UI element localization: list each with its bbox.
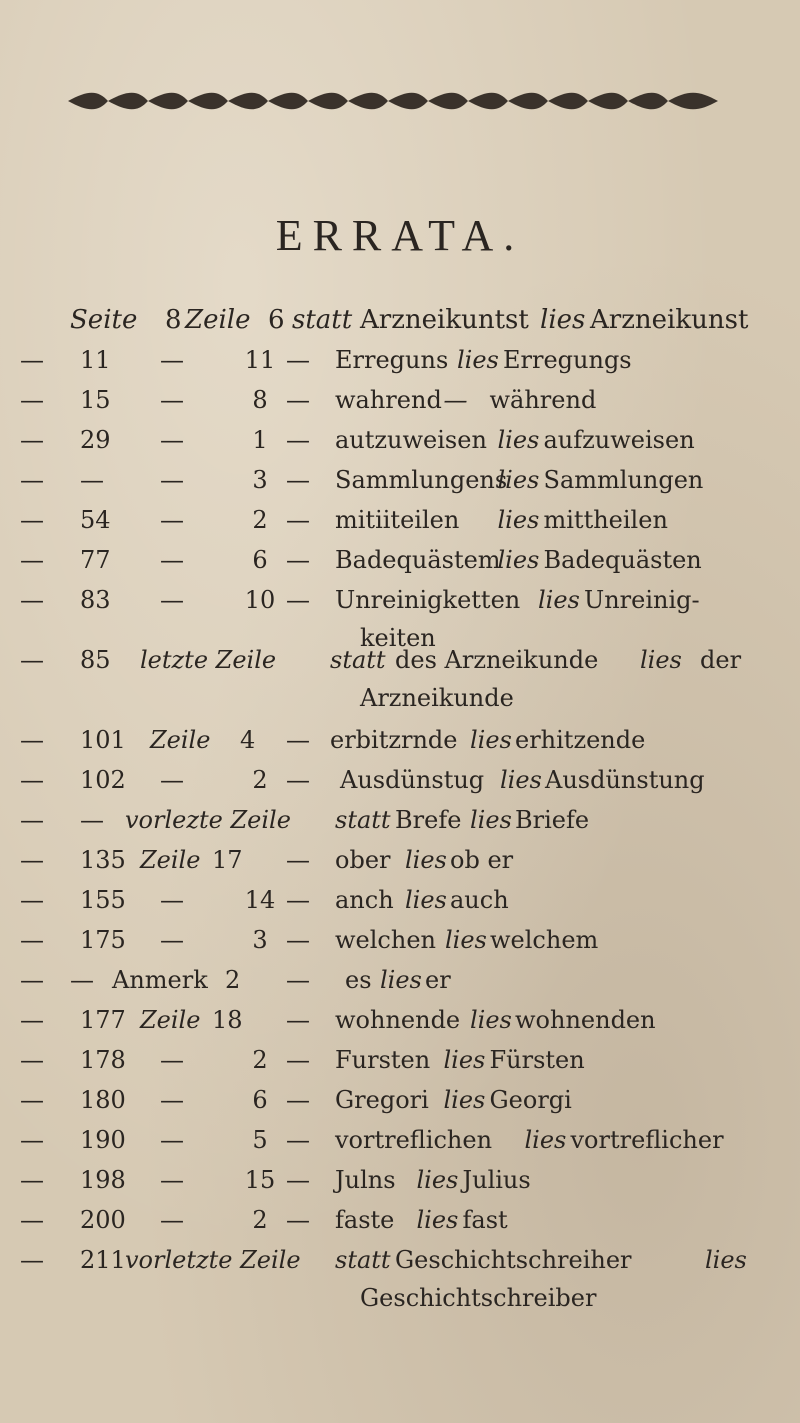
dash: — — [20, 1126, 44, 1154]
dash: — — [20, 1086, 44, 1114]
lies-label: lies — [497, 546, 540, 574]
page-ref: — — [80, 466, 104, 494]
errata-entry — [0, 1160, 800, 1200]
page-ref: 54 — [80, 506, 111, 534]
errata-entry — [0, 1200, 800, 1240]
errata-entry: — 102 — 2 — Ausdünstug lies Ausdünstung — [20, 766, 705, 794]
dash: — — [160, 1046, 184, 1074]
page-title: ERRATA. — [275, 211, 525, 260]
right-word: aufzuweisen — [543, 426, 695, 454]
seite-label: Seite — [70, 305, 138, 335]
dash: — — [20, 586, 44, 614]
page-ref: 178 — [80, 1046, 126, 1074]
line-number: 6 — [268, 305, 285, 335]
wrong-word: Julns — [335, 1166, 396, 1194]
wrong-word: vortreflichen — [335, 1126, 493, 1154]
wrong-word: Erreguns — [335, 346, 449, 374]
lies-label: — — [443, 386, 468, 414]
errata-entry: — 175 — 3 — welchen lies welchem — [20, 926, 599, 954]
errata-entry: — 101 Zeile 4 — erbitzrnde lies erhitzende — [20, 726, 646, 754]
line-ref: 2 — [252, 1206, 268, 1234]
decorative-border-ornament — [68, 90, 718, 112]
errata-entry — [0, 420, 800, 460]
dash: — — [20, 346, 44, 374]
page-number: 8 — [165, 305, 182, 335]
dash: — — [160, 466, 184, 494]
dash: — — [286, 346, 310, 374]
line-ref: 3 — [252, 466, 268, 494]
lies-label: lies — [497, 466, 540, 494]
errata-entry — [0, 340, 800, 380]
right-word: mittheilen — [543, 506, 668, 534]
errata-entry — [0, 540, 800, 580]
line-ref: 8 — [252, 386, 268, 414]
errata-entry: — 211 vorletzte Zeile statt Geschichtschreiher lies — [20, 1246, 747, 1274]
page-ref: 15 — [80, 386, 111, 414]
continuation-word: keiten — [360, 624, 436, 652]
page-ref: 77 — [80, 546, 111, 574]
lies-label: lies — [497, 426, 540, 454]
lies-label: lies — [538, 586, 580, 614]
wrong-word: Sammlungens — [335, 466, 508, 494]
line-ref: 5 — [252, 1126, 268, 1154]
wrong-word: autzuweisen — [335, 426, 487, 454]
dash: — — [20, 466, 44, 494]
dash: — — [286, 386, 310, 414]
zeile-label: Zeile — [185, 305, 251, 335]
dash: — — [286, 1086, 310, 1114]
errata-entry: — 177 Zeile 18 — wohnende lies wohnenden — [20, 1006, 656, 1034]
right-word: Unreinig- — [584, 586, 700, 614]
errata-entry — [0, 580, 800, 620]
page-ref: 180 — [80, 1086, 126, 1114]
right-word: während — [489, 386, 597, 414]
lies-label: lies — [497, 506, 540, 534]
page-ref: 198 — [80, 1166, 126, 1194]
dash: — — [286, 506, 310, 534]
dash: — — [160, 1206, 184, 1234]
errata-entry: — 85 letzte Zeile statt des Arzneikunde lies der — [20, 646, 742, 674]
errata-entry — [0, 1080, 800, 1120]
dash: — — [160, 1086, 184, 1114]
wrong-word: wahrend — [335, 386, 442, 414]
errata-header-row — [0, 300, 800, 340]
right-word: fast — [462, 1206, 508, 1234]
errata-entry — [0, 500, 800, 540]
dash: — — [160, 1126, 184, 1154]
wrong-word: Unreinigketten — [335, 586, 521, 614]
page-ref: 83 — [80, 586, 111, 614]
right-word: vortreflicher — [570, 1126, 724, 1154]
dash: — — [286, 1126, 310, 1154]
lies-label: lies — [416, 1166, 459, 1194]
line-ref: 6 — [252, 1086, 268, 1114]
line-ref: 1 — [252, 426, 268, 454]
lies-label: lies — [457, 346, 499, 374]
dash: — — [20, 1166, 44, 1194]
line-ref: 6 — [252, 546, 268, 574]
right-word: Julius — [462, 1166, 531, 1194]
dash: — — [286, 466, 310, 494]
dash: — — [286, 586, 310, 614]
wrong-word: Arzneikuntst — [360, 305, 529, 335]
dash: — — [160, 426, 184, 454]
wrong-word: faste — [335, 1206, 395, 1234]
lies-label: lies — [540, 305, 586, 335]
dash: — — [20, 1206, 44, 1234]
page-ref: 200 — [80, 1206, 126, 1234]
dash: — — [160, 346, 184, 374]
errata-entry: — — Anmerk 2 — es lies er — [20, 966, 451, 994]
errata-entry — [0, 460, 800, 500]
right-word: Erregungs — [503, 346, 632, 374]
dash: — — [160, 386, 184, 414]
dash: — — [20, 506, 44, 534]
page-ref: 11 — [80, 346, 111, 374]
dash: — — [286, 1206, 310, 1234]
wrong-word: Fursten — [335, 1046, 431, 1074]
wrong-word: Badequästem — [335, 546, 501, 574]
page-ref: 190 — [80, 1126, 126, 1154]
dash: — — [286, 426, 310, 454]
errata-entry: — 155 — 14 — anch lies auch — [20, 886, 509, 914]
dash: — — [20, 386, 44, 414]
page-ref: 29 — [80, 426, 111, 454]
line-ref: 10 — [244, 586, 276, 614]
errata-entry — [0, 1040, 800, 1080]
wrong-word: mitiiteilen — [335, 506, 460, 534]
errata-entry — [0, 380, 800, 420]
right-word: Sammlungen — [543, 466, 704, 494]
right-word: Fürsten — [489, 1046, 585, 1074]
lies-label: lies — [443, 1046, 486, 1074]
dash: — — [286, 546, 310, 574]
dash: — — [286, 1166, 310, 1194]
right-word: Georgi — [489, 1086, 572, 1114]
lies-label: lies — [443, 1086, 486, 1114]
line-ref: 15 — [244, 1166, 276, 1194]
dash: — — [160, 546, 184, 574]
errata-entry-continuation: Geschichtschreiber — [360, 1284, 597, 1312]
right-word: Badequästen — [543, 546, 702, 574]
statt-label: statt — [292, 305, 353, 335]
errata-entry: — 135 Zeile 17 — ober lies ob er — [20, 846, 514, 874]
errata-entry-continuation: Arzneikunde — [360, 684, 514, 712]
line-ref: 2 — [252, 506, 268, 534]
dash: — — [20, 546, 44, 574]
line-ref: 11 — [244, 346, 276, 374]
dash: — — [160, 506, 184, 534]
line-ref: 2 — [252, 1046, 268, 1074]
errata-entry — [0, 1120, 800, 1160]
dash: — — [160, 1166, 184, 1194]
lies-label: lies — [524, 1126, 567, 1154]
lies-label: lies — [416, 1206, 459, 1234]
dash: — — [160, 586, 184, 614]
errata-entry: — — vorlezte Zeile statt Brefe lies Briefe — [20, 806, 590, 834]
right-word: Arzneikunst — [590, 305, 749, 335]
dash: — — [20, 426, 44, 454]
dash: — — [20, 1046, 44, 1074]
wrong-word: Gregori — [335, 1086, 429, 1114]
dash: — — [286, 1046, 310, 1074]
